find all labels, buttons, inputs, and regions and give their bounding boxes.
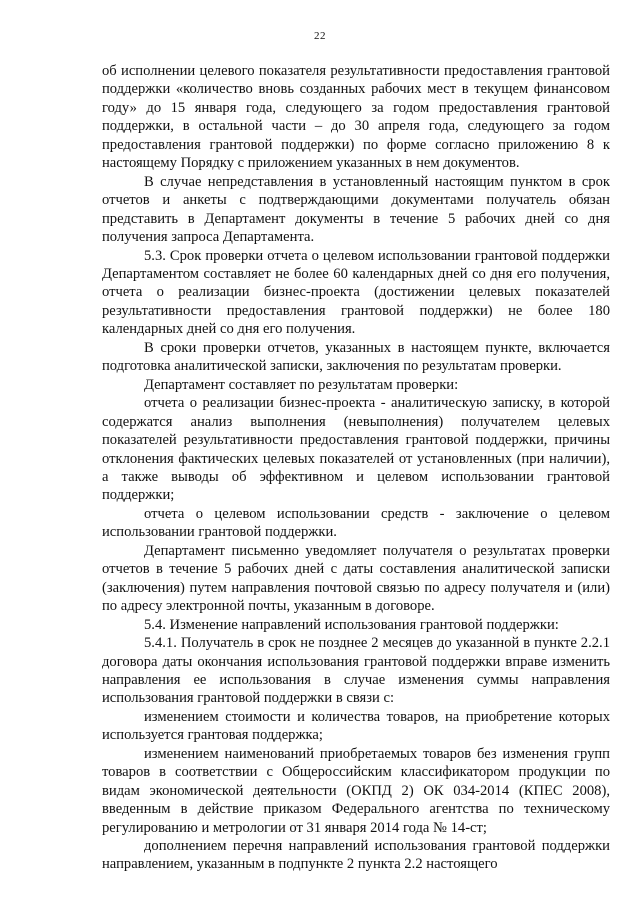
paragraph-cost-change: изменением стоимости и количества товаров, на приобретение которых используется грантовая поддержка; <box>102 708 610 744</box>
paragraph-analytical-note: В сроки проверки отчетов, указанных в настоящем пункте, включается подготовка аналитической записки, заключения по результатам проверки. <box>102 339 610 375</box>
paragraph-report-continuation: об исполнении целевого показателя результативности предоставления грантовой поддержки «количество вновь созданных рабочих мест в текущем финансовом году» до 15 января года, следующего за годом предоставления грантовой поддержки, в остальной части – до 30 апреля года, следующего за годом предоставления грантовой поддержки) по форме согласно приложению 8 к настоящему Порядку с приложением указанных в нем документов. <box>102 63 610 172</box>
paragraph-5-4-heading: 5.4. Изменение направлений использования грантовой поддержки: <box>144 616 559 633</box>
paragraph-5-3-verification-term: 5.3. Срок проверки отчета о целевом использовании грантовой поддержки Департаментом составляет не более 60 календарных дней со дня его получения, отчета о реализации бизнес-проекта (достижении целевых показателей результативности предоставления грантовой поддержки) не более 180 календарных дней со дня его получения. <box>102 247 610 338</box>
paragraph-funds-use-report: отчета о целевом использовании средств - заключение о целевом использовании грантовой поддержки. <box>102 505 610 541</box>
page-number: 22 <box>314 30 326 42</box>
document-body <box>102 62 610 874</box>
paragraph-department-compiles: Департамент составляет по результатам проверки: <box>144 376 459 393</box>
paragraph-business-project-report: отчета о реализации бизнес-проекта - аналитическую записку, в которой содержатся анализ выполнения (невыполнения) получателем целевых показателей результативности предоставления грантовой поддержки, причины отклонения фактических целевых показателей от установленных (при наличии), а также выводы об эффективном и целевом использовании грантовой поддержки; <box>102 395 610 504</box>
paragraph-5-4-1: 5.4.1. Получатель в срок не позднее 2 месяцев до указанной в пункте 2.2.1 договора даты окончания использования грантовой поддержки вправе изменить направления ее использования в случае изменения суммы направления использования грантовой поддержки в связи с: <box>102 635 610 707</box>
paragraph-name-change: изменением наименований приобретаемых товаров без изменения групп товаров в соответствии с Общероссийским классификатором продукции по видам экономической деятельности (ОКПД 2) ОК 034-2014 (КПЕС 2008), введенным в действие приказом Федерального агентства по техническому регулированию и метрологии от 31 января 2014 года № 14-ст; <box>102 745 610 836</box>
paragraph-addition: дополнением перечня направлений использования грантовой поддержки направлением, указанным в подпункте 2 пункта 2.2 настоящего <box>102 838 610 873</box>
paragraph-non-submission: В случае непредставления в установленный настоящим пунктом в срок отчетов и анкеты с подтверждающими документами получатель обязан представить в Департамент документы в течение 5 рабочих дней со дня получения запроса Департамента. <box>102 173 610 246</box>
paragraph-notification: Департамент письменно уведомляет получателя о результатах проверки отчетов в течение 5 рабочих дней с даты составления аналитической записки (заключения) путем направления почтовой связью по адресу получателя и (или) по адресу электронной почты, указанным в договоре. <box>102 542 610 615</box>
